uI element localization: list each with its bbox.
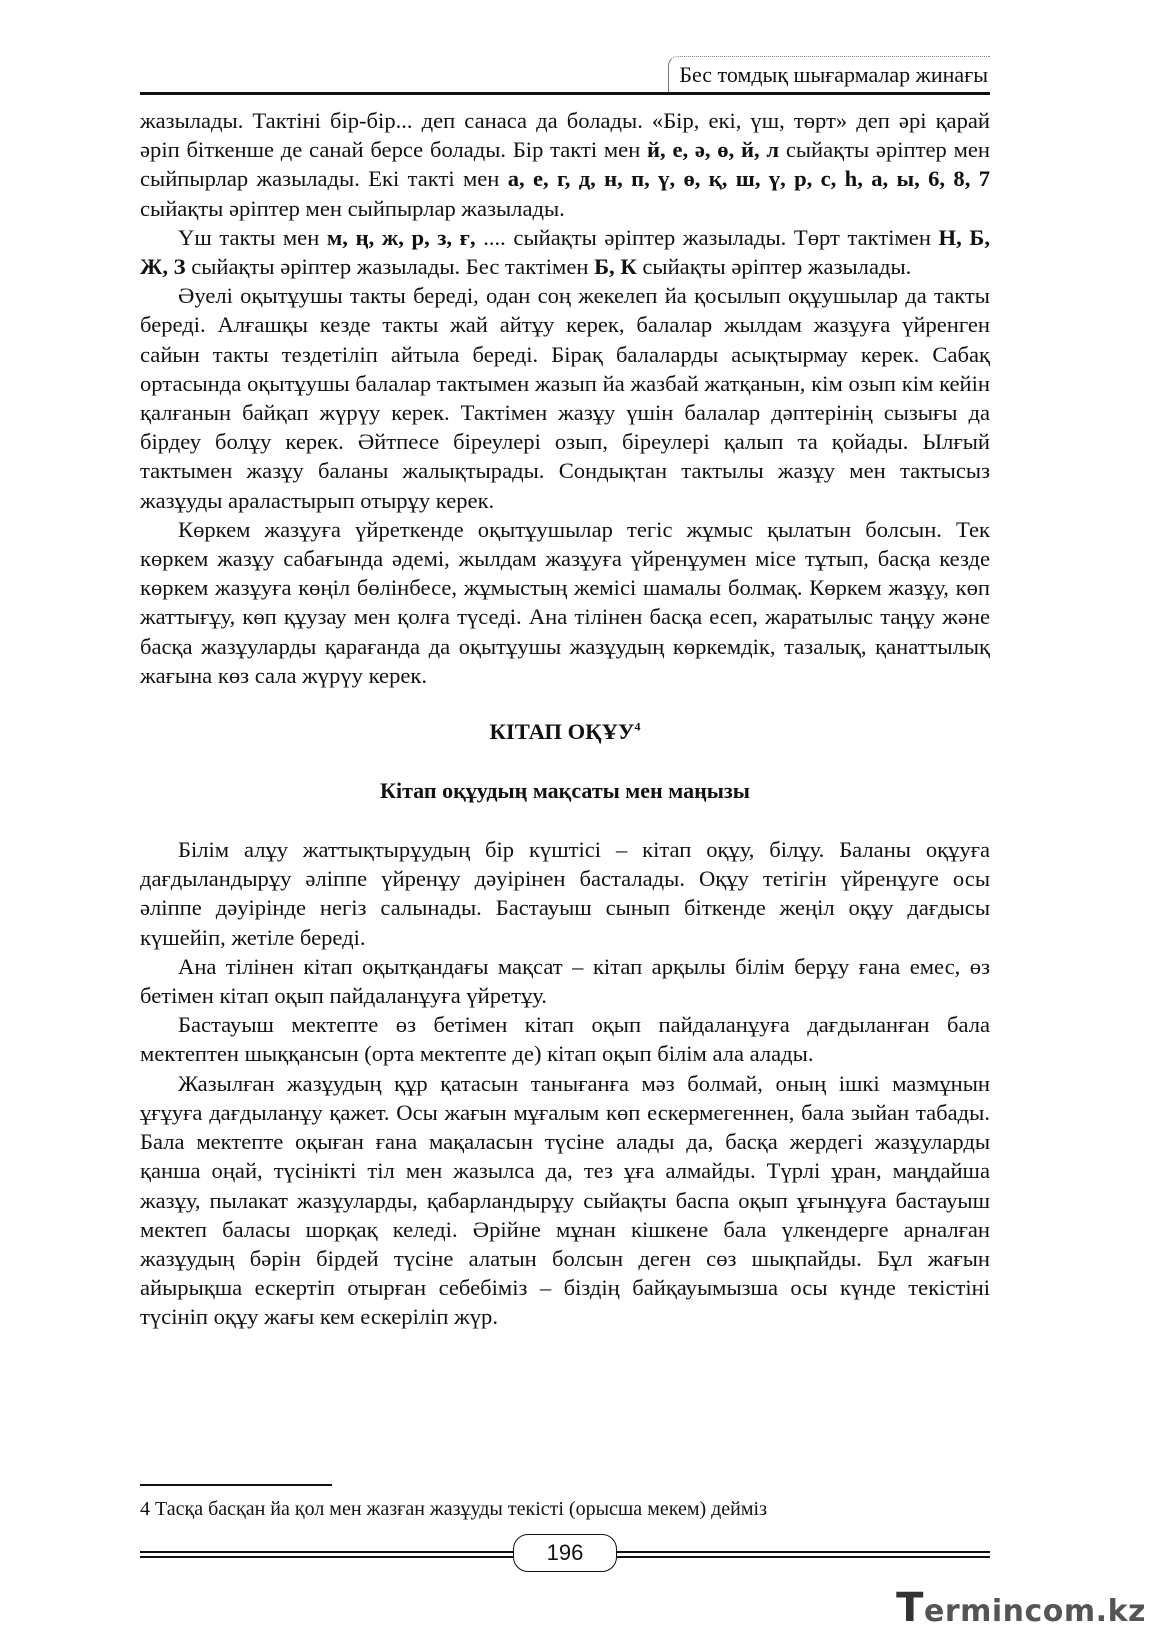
running-header-title: Бес томдық шығармалар жинағы — [668, 56, 990, 93]
paragraph: Үш такты мен м, ң, ж, р, з, ғ, .... сыйақты әріптер жазылады. Төрт тактімен Н, Б, Ж, З сыйақты әріптер жазылады. Бес тактімен Б, К сыйақты әріптер жазылады. — [140, 224, 990, 280]
paragraph: Әуелі оқытұушы такты береді, одан соң жекелеп йа қосылып оқұушылар да такты береді. Алғашқы кезде такты жай айтұу керек, балалар жылдам жазұуға үйренген сайын такты тездетіліп айтыла береді. Бірақ балаларды асықтырмау керек. Сабақ ортасында оқытұушы балалар тактымен жазып йа жазбай жатқанын, кім озып кім кейін қалғанын байқап жүрүу керек. Тактімен жазұу үшін балалар дәптерінің сызығы да бірдеу болұу керек. Әйтпесе біреулері озып, біреулері қалып та қойады. Ылғый тактымен жазұу баланы жалықтырады. Сондықтан тактылы жазұу мен тактысыз жазұуды араластырып отырұу керек. — [140, 283, 990, 513]
footnote: 4 Тасқа басқан йа қол мен жазған жазұуды текісті (орысша мекем) дейміз — [140, 1498, 768, 1520]
running-header — [140, 52, 990, 96]
page-body — [140, 106, 990, 1332]
footer-rule-right — [617, 1551, 990, 1558]
paragraph: Білім алұу жаттықтырұудың бір күштісі – кітап оқұу, білұу. Баланы оқұуға дағдыландырұу әліппе үйренұу дәуірінен басталады. Оқұу тетігін үйренұуге осы әліппе дәуірінде негіз салынады. Бастауыш сынып біткенде жеңіл оқұу дағдысы күшейіп, жетіле береді. — [140, 837, 990, 950]
section-subtitle: Кітап оқұудың мақсаты мен маңызы — [380, 778, 750, 804]
header-rule — [140, 92, 990, 95]
paragraph: Көркем жазұуға үйреткенде оқытұушылар тегіс жұмыс қылатын болсын. Тек көркем жазұу сабағында әдемі, жылдам жазұуға үйренұумен місе тұтып, басқа кезде көркем жазұуға көңіл бөлінбесе, жұмыстың жемісі шамалы болмақ. Көркем жазұу, көп жаттығұу, көп құузау мен қолға түседі. Ана тілінен басқа есеп, жаратылыс таңұу және басқа жазұуларды қарағанда да оқытұушы жазұудың көркемдік, тазалық, қанаттылық жағына көз сала жүрүу керек. — [140, 516, 990, 688]
page-number: 196 — [513, 1534, 617, 1572]
paragraph: жазылады. Тактіні бір-бір... деп санаса да болады. «Бір, екі, үш, төрт» деп әрі қарай әріп біткенше де санай берсе болады. Бір такті мен й, е, ә, ө, й, л сыйақты әріптер мен сыйпырлар жазылады. Екі такті мен а, е, г, д, н, п, ү, ө, қ, ш, ү, р, с, һ, а, ы, 6, 8, 7 сыйақты әріптер мен сыйпырлар жазылады. — [140, 108, 990, 221]
site-watermark-logo: Termincom.kz — [896, 1585, 1146, 1631]
page-footer — [140, 1534, 990, 1574]
footnote-mark: 4 — [634, 719, 641, 734]
paragraph: Жазылған жазұудың құр қатасын танығанға мәз болмай, оның ішкі мазмұнын ұғұуға дағдыланұу қажет. Осы жағын мұғалым көп ескермегеннен, бала зыйан табады. Бала мектепте оқыған ғана мақаласын түсіне алады да, басқа жердегі жазұуларды қанша оңай, түсінікті тіл мен жазылса да, тез ұға алмайды. Түрлі ұран, маңдайша жазұу, пылакат жазұуларды, қабарландырұу сыйақты баспа оқып ұғынұуға бастауыш мектеп баласы шорқақ келеді. Әрійне мұнан кішкене бала үлкендерге арналған жазұудың бәрін бірдей түсіне алатын болсын деген сөз шықпайды. Бұл жағын айырықша ескертіп отырған себебіміз – біздің байқауымызша осы күнде текістіні түсініп оқұу жағы кем ескеріліп жүр. — [140, 1070, 990, 1330]
footnote-rule — [140, 1484, 332, 1486]
paragraph: Бастауыш мектепте өз бетімен кітап оқып пайдаланұуға дағдыланған бала мектептен шыққансын (орта мектепте де) кітап оқып білім ала алады. — [140, 1012, 990, 1067]
footer-rule-left — [140, 1551, 513, 1558]
section-title-text: КІТАП ОҚҰУ — [489, 719, 635, 745]
paragraph: Ана тілінен кітап оқытқандағы мақсат – кітап арқылы білім берұу ғана емес, өз бетімен кітап оқып пайдаланұуға үйретұу. — [140, 953, 990, 1009]
section-title — [140, 717, 990, 746]
